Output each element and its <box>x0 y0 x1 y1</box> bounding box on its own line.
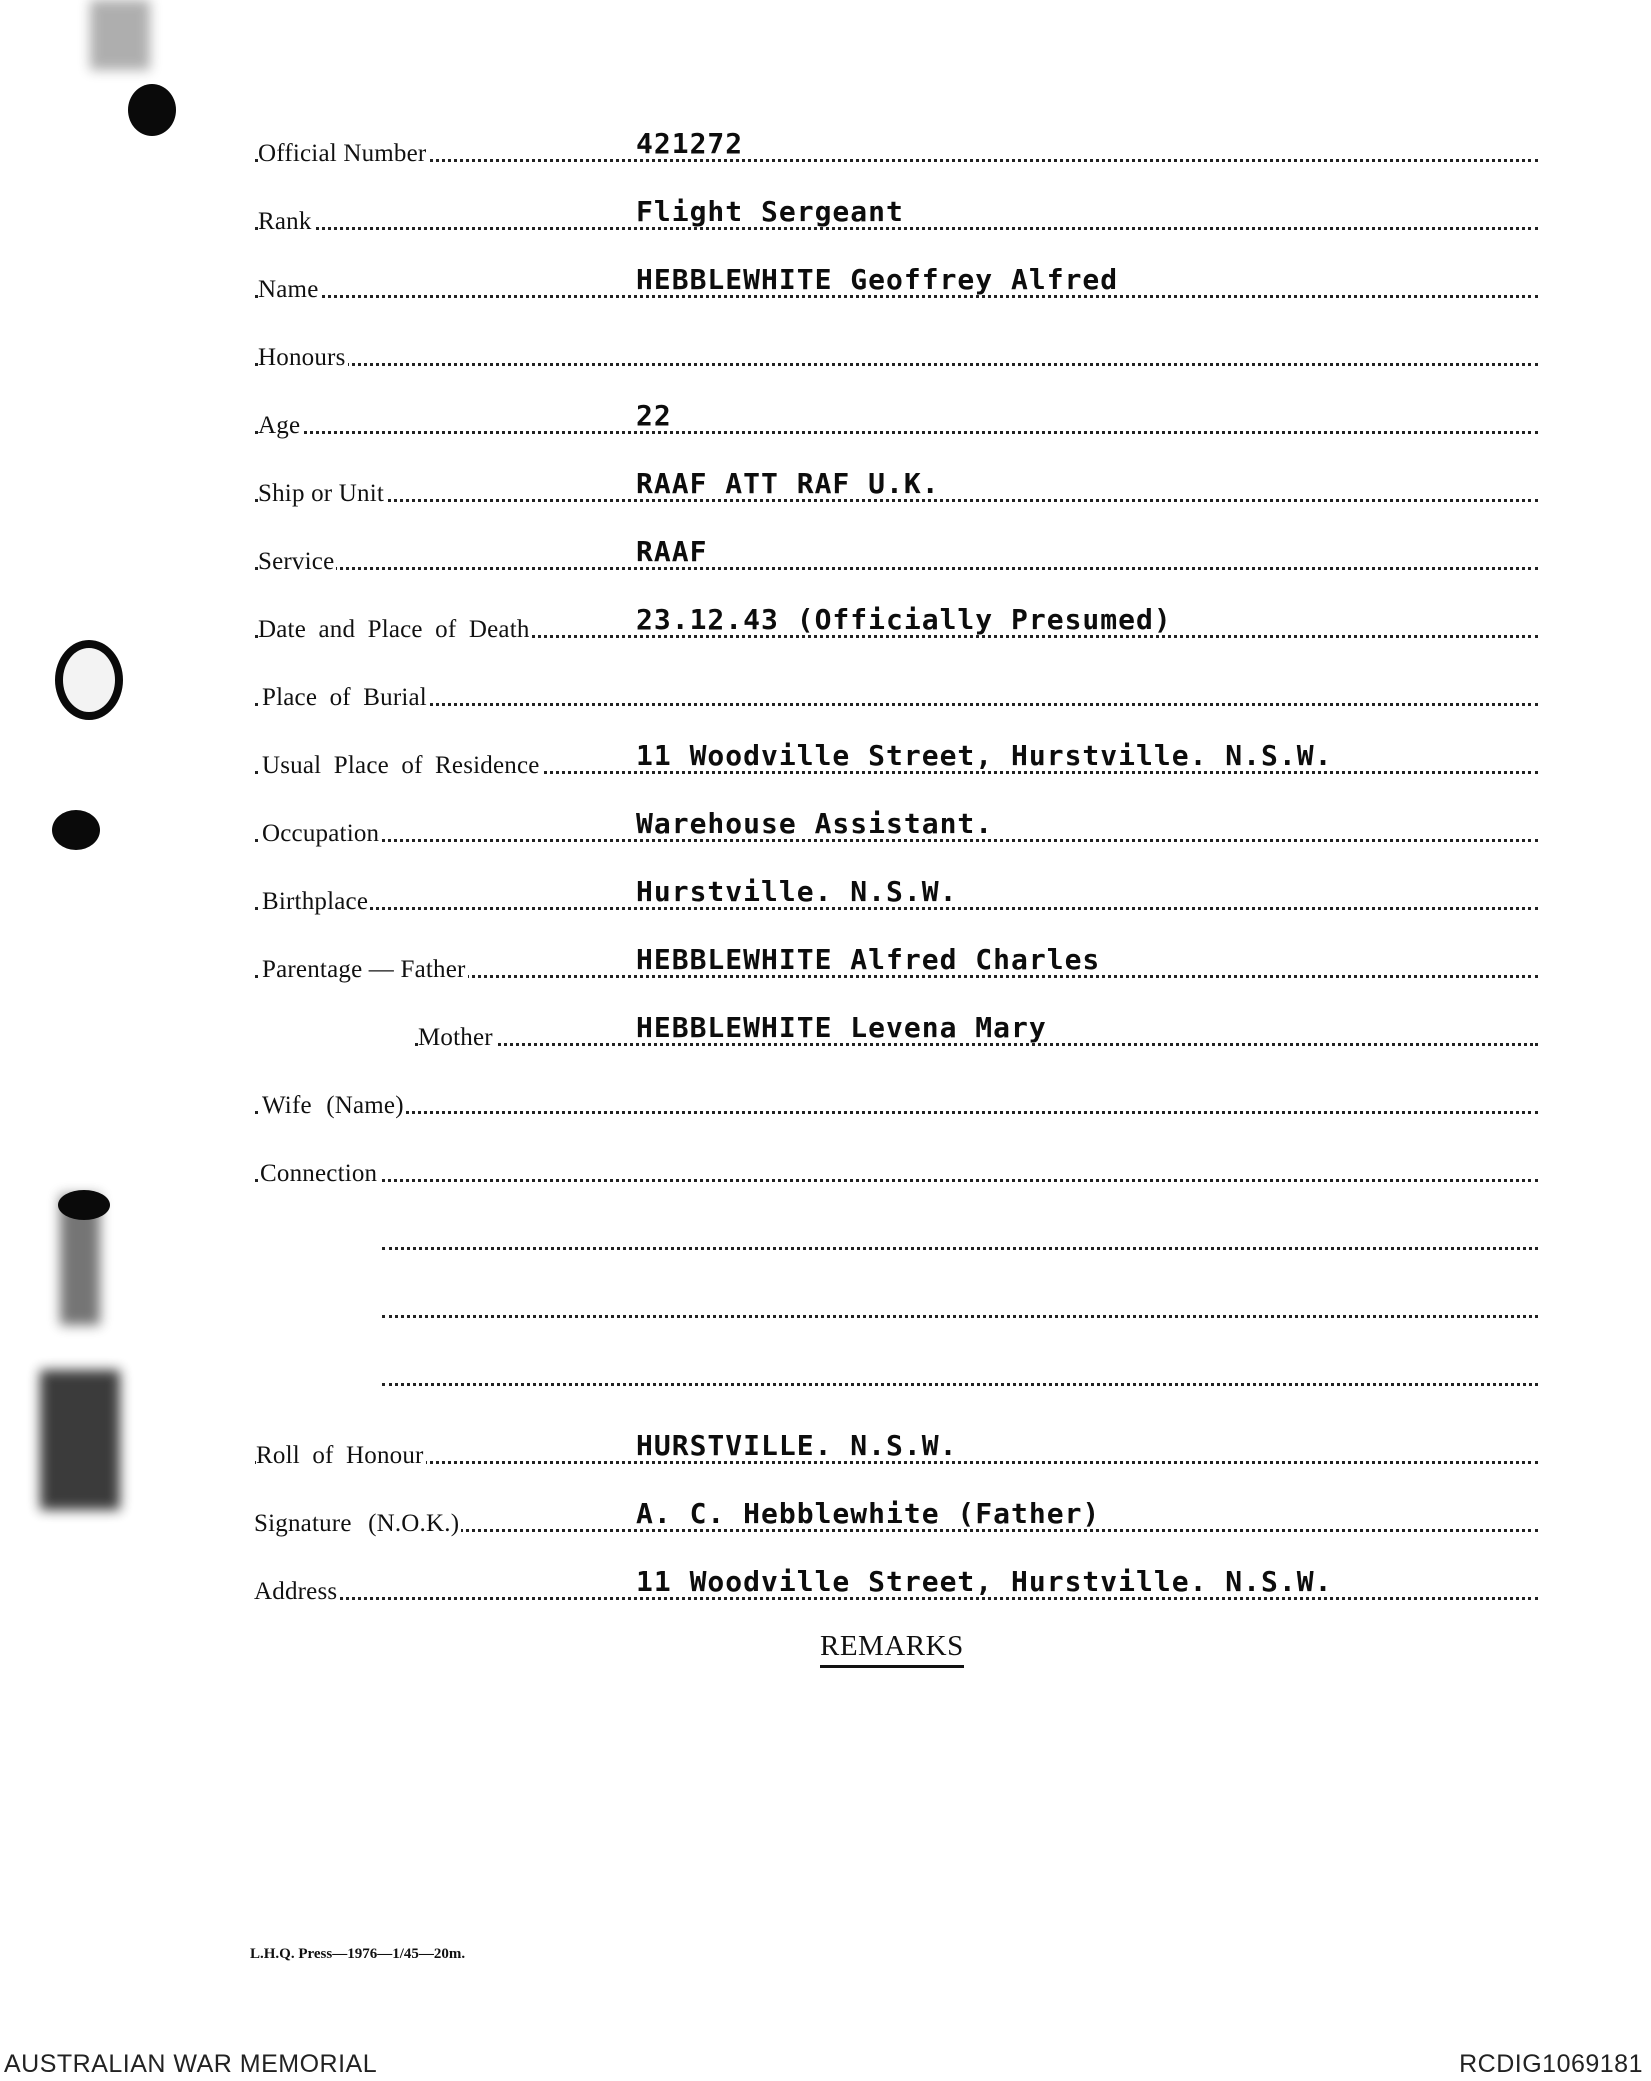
label-address: Address <box>254 1578 338 1605</box>
label-name: Name <box>258 276 319 303</box>
label-wife: Wife (Name) <box>262 1092 404 1119</box>
row-address <box>0 1560 1651 1610</box>
value-date-place-death: 23.12.43 (Officially Presumed) <box>636 603 1172 636</box>
label-signature: Signature (N.O.K.) <box>254 1510 460 1537</box>
label-date-place-death: Date and Place of Death <box>258 616 530 643</box>
label-official-number: Official Number <box>258 140 427 167</box>
value-age: 22 <box>636 399 672 432</box>
row-father <box>0 938 1651 988</box>
value-roll-of-honour: HURSTVILLE. N.S.W. <box>636 1429 958 1462</box>
dotted-line <box>255 431 1538 434</box>
row-connection <box>0 1142 1651 1192</box>
dotted-line <box>255 363 1538 366</box>
row-roll-of-honour <box>0 1424 1651 1474</box>
row-name <box>0 258 1651 308</box>
value-address: 11 Woodville Street, Hurstville. N.S.W. <box>636 1565 1333 1598</box>
label-age: Age <box>258 412 301 439</box>
row-wife <box>0 1074 1651 1124</box>
label-usual-residence: Usual Place of Residence <box>262 752 540 779</box>
row-signature <box>0 1492 1651 1542</box>
label-connection: Connection <box>260 1160 378 1187</box>
row-rank <box>0 190 1651 240</box>
footer-archive-name: AUSTRALIAN WAR MEMORIAL <box>4 2050 378 2078</box>
label-mother: Mother <box>418 1024 493 1051</box>
value-birthplace: Hurstville. N.S.W. <box>636 875 958 908</box>
row-service <box>0 530 1651 580</box>
row-mother <box>0 1006 1651 1056</box>
value-ship-or-unit: RAAF ATT RAF U.K. <box>636 467 940 500</box>
value-mother: HEBBLEWHITE Levena Mary <box>636 1011 1047 1044</box>
row-occupation <box>0 802 1651 852</box>
row-place-of-burial <box>0 666 1651 716</box>
row-ship-or-unit <box>0 462 1651 512</box>
row-date-place-death <box>0 598 1651 648</box>
dotted-line <box>255 159 1538 162</box>
row-connection-cont-3 <box>0 1346 1651 1396</box>
printer-mark: L.H.Q. Press—1976—1/45—20m. <box>250 1946 466 1962</box>
value-signature: A. C. Hebblewhite (Father) <box>636 1497 1101 1530</box>
dotted-line <box>255 567 1538 570</box>
value-father: HEBBLEWHITE Alfred Charles <box>636 943 1101 976</box>
value-name: HEBBLEWHITE Geoffrey Alfred <box>636 263 1119 296</box>
value-service: RAAF <box>636 535 708 568</box>
value-rank: Flight Sergeant <box>636 195 904 228</box>
row-age <box>0 394 1651 444</box>
row-official-number <box>0 122 1651 172</box>
label-place-of-burial: Place of Burial <box>262 684 427 711</box>
label-ship-or-unit: Ship or Unit <box>258 480 385 507</box>
row-connection-cont-2 <box>0 1278 1651 1328</box>
label-rank: Rank <box>258 208 312 235</box>
value-usual-residence: 11 Woodville Street, Hurstville. N.S.W. <box>636 739 1333 772</box>
row-birthplace <box>0 870 1651 920</box>
label-service: Service <box>258 548 335 575</box>
value-official-number: 421272 <box>636 127 744 160</box>
label-occupation: Occupation <box>262 820 380 847</box>
remarks-heading: REMARKS <box>820 1630 964 1668</box>
row-usual-residence <box>0 734 1651 784</box>
label-father: Parentage — Father <box>262 956 466 983</box>
row-connection-cont-1 <box>0 1210 1651 1260</box>
dotted-line <box>255 703 1538 706</box>
dotted-line <box>255 1111 1538 1114</box>
dotted-line <box>255 1179 1538 1182</box>
dotted-line <box>382 1315 1538 1318</box>
dotted-line <box>382 1383 1538 1386</box>
label-honours: Honours <box>258 344 346 371</box>
dotted-line <box>382 1247 1538 1250</box>
scan-smudge-top <box>90 0 150 70</box>
label-roll-of-honour: Roll of Honour <box>256 1442 424 1469</box>
footer-record-id: RCDIG1069181 <box>1459 2050 1643 2078</box>
label-birthplace: Birthplace <box>262 888 369 915</box>
row-honours <box>0 326 1651 376</box>
value-occupation: Warehouse Assistant. <box>636 807 994 840</box>
